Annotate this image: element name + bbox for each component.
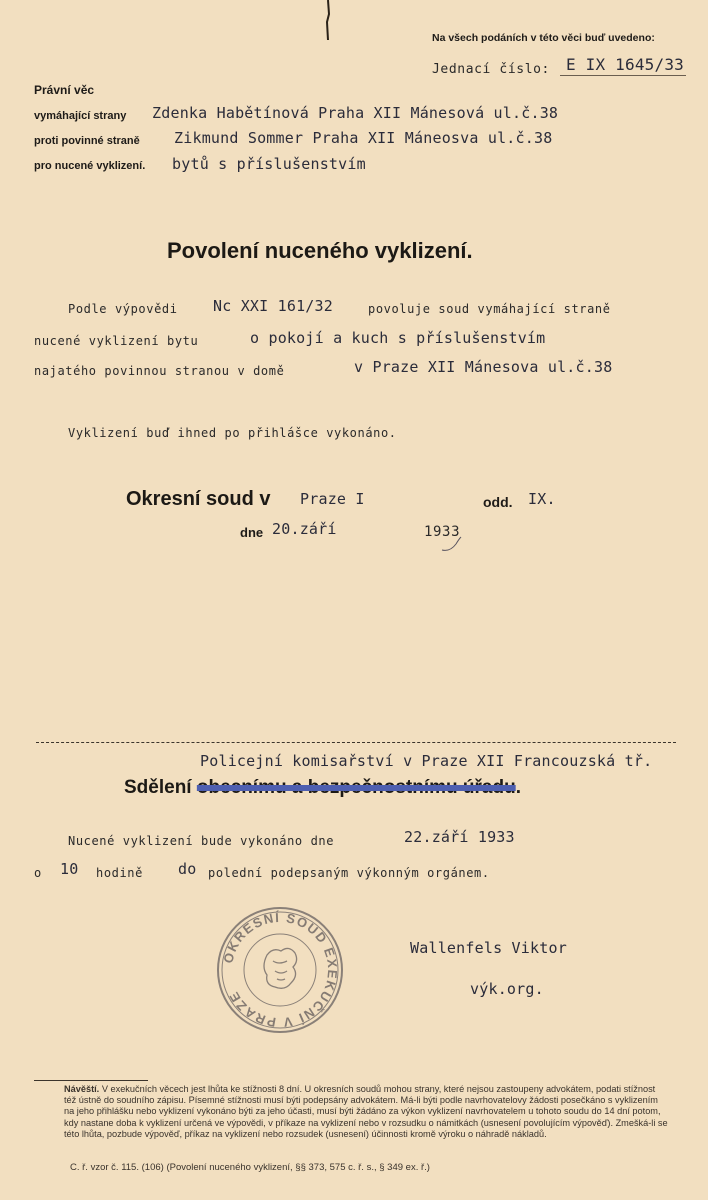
paper-tear-mark xyxy=(325,0,331,40)
date-label: dne xyxy=(240,525,264,540)
legal-notice xyxy=(64,1084,669,1140)
decision-line1-suffix: povoluje soud vymáhající straně xyxy=(368,302,611,316)
eviction-value: bytů s příslušenstvím xyxy=(172,155,366,173)
department-label: odd. xyxy=(483,494,513,510)
court-label: Okresní soud v xyxy=(126,488,271,510)
reference-notice: Na všech podáních v této věci buď uvedeno: xyxy=(432,32,655,44)
official-role: výk.org. xyxy=(470,980,544,998)
execution-period: do xyxy=(178,860,197,878)
claimant-value: Zdenka Habětínová Praha XII Mánesová ul.č.38 xyxy=(152,104,559,122)
police-office: Policejní komisařství v Praze XII Francouzská tř. xyxy=(200,752,653,770)
legal-notice-text: V exekučních věcech jest lhůta ke stížnosti 8 dní. U okresních soudů mohou strany, které nejsou zastoupeny advokátem, podati stížnost též ústně do soudního zápisu. Písemné stížnosti musí býti podepsány advokátem. Má-li býti podle navrhovatelovy žádosti posečkáno s vyklizením na jeho přihlášku nebo vyklizení vykonáno býti za jeho účasti, musí býti žádáno za výkon vyklizení navrhovatelem u tohoto soudu do 14 dní potom, kdy nastane doba k vyklizení určená ve výpovědi, v příkaze na vyklizení nebo v rozsudku o námitkách (usnesení povolujícím výpověď). Zmešká-li se této lhůta, pozbude výpověď, příkaz na vyklizení nebo rozsudek (usnesení) účinnosti kromě výroku o náhradě nákladů. xyxy=(64,1084,668,1139)
official-name: Wallenfels Viktor xyxy=(410,939,567,957)
notification-heading-prefix: Sdělení xyxy=(124,777,192,798)
document-title: Povolení nuceného vyklizení. xyxy=(167,238,473,263)
court-stamp xyxy=(215,905,345,1035)
execution-date: 22.září 1933 xyxy=(404,828,515,846)
notification-heading xyxy=(124,777,521,799)
legal-notice-heading: Návěští. xyxy=(64,1084,100,1094)
decision-line1-prefix: Podle výpovědi xyxy=(68,302,178,316)
execution-hour-word: hodině xyxy=(96,866,143,880)
notification-heading-end: . xyxy=(515,777,521,798)
reference-underline xyxy=(560,75,686,76)
debtor-value: Zikmund Sommer Praha XII Máneosva ul.č.38 xyxy=(174,129,553,147)
execution-line2-suffix: polední podepsaným výkonným orgánem. xyxy=(208,866,490,880)
claimant-label: vymáhající strany xyxy=(34,110,127,122)
apartment-description: o pokojí a kuch s příslušenstvím xyxy=(250,329,546,347)
debtor-label: proti povinné straně xyxy=(34,135,140,147)
execution-line2-prefix: o xyxy=(34,866,42,880)
handwritten-mark xyxy=(440,536,464,554)
reference-label: Jednací číslo: xyxy=(432,62,550,77)
legal-matter-heading: Právní věc xyxy=(34,83,95,97)
decision-year: 1933 xyxy=(424,524,461,540)
decision-date: 20.září xyxy=(272,520,337,538)
notification-heading-struck: obecnímu a bezpečnostnímu úřadu xyxy=(196,777,516,798)
execution-line-prefix: Nucené vyklizení bude vykonáno dne xyxy=(68,834,335,848)
eviction-label: pro nucené vyklizení. xyxy=(34,160,146,172)
form-reference: C. ř. vzor č. 115. (106) (Povolení nuceného vyklizení, §§ 373, 575 c. ř. s., § 349 ex. ř.) xyxy=(70,1162,430,1173)
svg-text:OKRESNÍ SOUD EXEKUČNÍ V PRAZE: OKRESNÍ SOUD EXEKUČNÍ V PRAZE xyxy=(220,909,341,1031)
decision-line2-prefix: nucené vyklizení bytu xyxy=(34,334,199,348)
section-separator xyxy=(36,742,676,743)
department-value: IX. xyxy=(528,490,556,508)
decision-line3-prefix: najatého povinnou stranou v domě xyxy=(34,364,285,378)
notice-reference: Nc XXI 161/32 xyxy=(213,297,333,315)
lion-emblem-icon xyxy=(264,948,297,988)
footer-rule xyxy=(34,1080,148,1081)
reference-number: E IX 1645/33 xyxy=(566,55,684,74)
court-place: Praze I xyxy=(300,490,365,508)
property-address: v Praze XII Mánesova ul.č.38 xyxy=(354,358,613,376)
execute-instruction: Vyklizení buď ihned po přihlášce vykonáno. xyxy=(68,426,397,440)
execution-hour: 10 xyxy=(60,860,79,878)
